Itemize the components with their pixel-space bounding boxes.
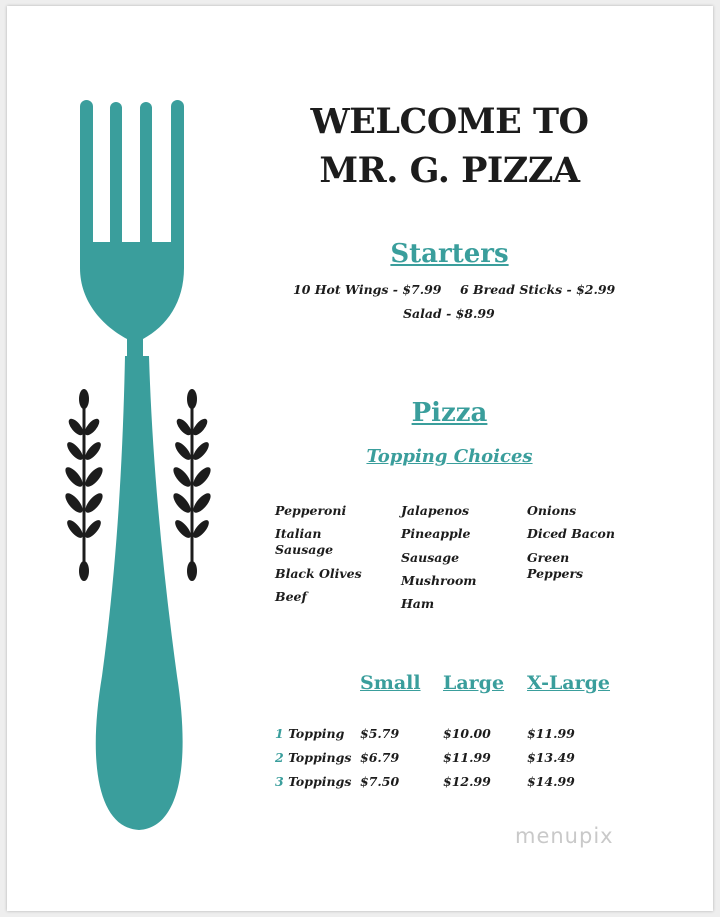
decoration-art <box>7 6 267 911</box>
topping-item: Jalapenos <box>401 503 470 518</box>
starter-item: Salad - $8.99 <box>403 306 495 321</box>
leaf-sprig-icon <box>62 389 105 581</box>
price-large: $10.00 <box>443 726 491 741</box>
topping-item: Diced Bacon <box>527 526 615 541</box>
topping-item: Italian Sausage <box>275 526 334 557</box>
price-row-label: 2 Toppings <box>275 750 352 765</box>
topping-choices-heading: Topping Choices <box>366 446 533 467</box>
size-header-small: Small <box>360 672 421 694</box>
menu-page <box>7 6 713 911</box>
price-large: $11.99 <box>443 750 491 765</box>
price-row-label: 1 Topping <box>275 726 345 741</box>
starter-item: 10 Hot Wings - $7.99 <box>293 282 442 297</box>
starters-heading: Starters <box>390 239 509 269</box>
topping-item: Beef <box>275 589 307 604</box>
topping-item: Green Peppers <box>527 550 584 581</box>
topping-item: Sausage <box>401 550 460 565</box>
topping-item: Black Olives <box>275 566 362 581</box>
title-line-1: WELCOME TO <box>310 101 589 142</box>
price-large: $12.99 <box>443 774 491 789</box>
price-small: $6.79 <box>360 750 400 765</box>
topping-item: Onions <box>527 503 577 518</box>
leaf-sprig-icon <box>170 389 213 581</box>
title-line-2: MR. G. PIZZA <box>319 150 580 191</box>
starter-item: 6 Bread Sticks - $2.99 <box>460 282 616 297</box>
watermark: menupix <box>515 824 614 848</box>
fork-icon <box>80 100 184 830</box>
topping-item: Ham <box>401 596 435 611</box>
price-small: $7.50 <box>360 774 400 789</box>
price-small: $5.79 <box>360 726 400 741</box>
topping-item: Pineapple <box>401 526 471 541</box>
price-xlarge: $14.99 <box>527 774 575 789</box>
topping-item: Mushroom <box>401 573 477 588</box>
pizza-heading: Pizza <box>411 398 488 428</box>
price-xlarge: $13.49 <box>527 750 575 765</box>
topping-item: Pepperoni <box>275 503 347 518</box>
size-header-xlarge: X-Large <box>527 672 611 694</box>
price-row-label: 3 Toppings <box>275 774 352 789</box>
size-header-large: Large <box>443 672 505 694</box>
price-xlarge: $11.99 <box>527 726 575 741</box>
